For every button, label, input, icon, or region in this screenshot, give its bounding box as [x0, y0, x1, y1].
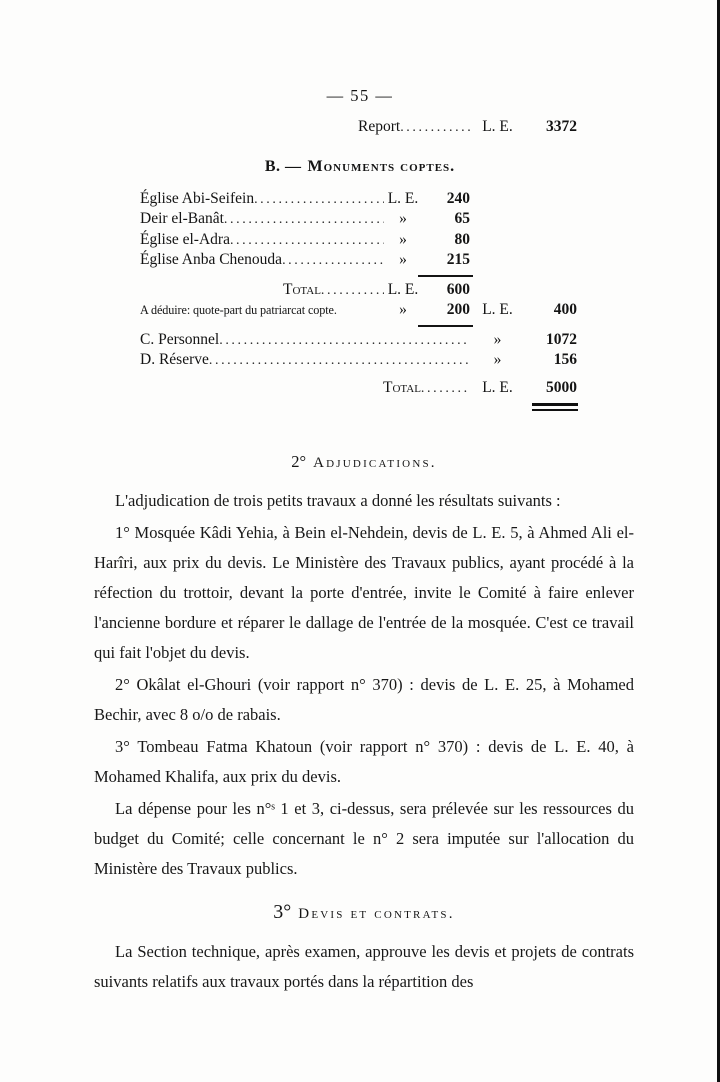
account-label-cell [140, 189, 384, 211]
ditto-mark: » [399, 251, 407, 268]
table-row [140, 209, 577, 230]
amount-value: 65 [454, 210, 470, 227]
section-title: Devis et contrats. [298, 906, 455, 922]
amount-value: 215 [446, 251, 470, 268]
amount-value: 5000 [546, 378, 577, 396]
amount-value: 200 [446, 301, 470, 318]
section-letter: B. — [264, 157, 302, 175]
amount-value: 3372 [546, 118, 577, 135]
dot-leader [321, 280, 384, 302]
table-row [140, 250, 577, 271]
account-label: Église Abi-Seifein [140, 189, 255, 207]
table-row [140, 189, 577, 210]
accounts-table [140, 189, 577, 412]
paragraph: La dépense pour les n°ˢ 1 et 3, ci-dessus, sera prélevée sur les ressources du budget du Comité; celle concernant le n° 2 sera imputée sur l'allocation du Ministère des Travaux publics. [94, 799, 634, 878]
deduction-label: A déduire: quote-part du patriarcat copte. [140, 303, 337, 317]
account-label-cell [140, 350, 470, 372]
adjudications-section [94, 447, 634, 884]
account-label: D. Réserve [140, 351, 209, 368]
account-label: Église Anba Chenouda [140, 251, 283, 268]
account-label-cell [140, 250, 384, 272]
table-row [140, 330, 577, 351]
grand-total-label: Total [383, 378, 421, 396]
report-label-cell [140, 117, 470, 139]
amount-value: 400 [553, 301, 577, 318]
currency-label: L. E. [387, 280, 419, 298]
page-number: — 55 — [326, 86, 394, 105]
table-row-grand-total [140, 378, 577, 399]
deduction-label-cell [140, 300, 384, 321]
devis-contrats-section [94, 898, 634, 997]
amount-value: 600 [446, 280, 470, 298]
ditto-mark: » [493, 330, 502, 348]
table-row-report [140, 117, 577, 138]
section-title: Adjudications. [313, 455, 437, 471]
ditto-mark: » [399, 210, 407, 227]
dot-leader [282, 250, 384, 272]
section-heading-adjudications [94, 447, 634, 474]
currency-label: L. E. [482, 301, 513, 318]
currency-label: L. E. [387, 189, 419, 207]
amount-value: 156 [553, 351, 577, 368]
paragraph: 3° Tombeau Fatma Khatoun (voir rapport n° 370) : devis de L. E. 40, à Mohamed Khalifa, aux prix du devis. [94, 737, 634, 786]
dot-leader [219, 330, 470, 352]
subtotal-label: Total [283, 280, 321, 298]
account-label: C. Personnel [140, 330, 220, 348]
ditto-mark: » [493, 351, 502, 368]
section-heading-monuments-coptes [0, 158, 720, 176]
subtotal-label-cell [140, 280, 384, 302]
paragraph: 2° Okâlat el-Ghouri (voir rapport n° 370) : devis de L. E. 25, à Mohamed Bechir, avec 8 o/o de rabais. [94, 675, 634, 724]
ditto-mark: » [399, 301, 407, 318]
section-title: Monuments coptes. [307, 157, 456, 175]
currency-label: L. E. [482, 378, 513, 396]
sum-rule [418, 325, 473, 327]
ditto-mark: » [399, 230, 407, 248]
account-label-cell [140, 230, 384, 252]
amount-value: 240 [446, 189, 470, 207]
dot-leader [421, 378, 470, 400]
dot-leader [254, 189, 384, 211]
amount-value: 80 [454, 230, 470, 248]
grand-total-label-cell [140, 378, 470, 400]
paragraph: L'adjudication de trois petits travaux a donné les résultats suivants : [115, 491, 561, 510]
table-row [140, 350, 577, 371]
account-label: Deir el-Banât [140, 210, 224, 227]
account-label-cell [140, 330, 470, 352]
sum-rule [418, 275, 473, 277]
account-label: Église el-Adra [140, 230, 230, 248]
section-number: 2° [291, 452, 307, 471]
grand-total-double-rule [532, 403, 578, 411]
paragraph: La Section technique, après examen, approuve les devis et projets de contrats suivants relatifs aux travaux portés dans la répartition des [94, 942, 634, 991]
account-label-cell [140, 209, 384, 231]
dot-leader [400, 117, 470, 139]
dot-leader [230, 230, 384, 252]
section-number: 3° [273, 901, 292, 923]
currency-label: L. E. [482, 118, 513, 135]
table-row-deduction [140, 300, 577, 321]
report-line [140, 117, 577, 138]
dot-leader [209, 350, 470, 372]
section-heading-devis-contrats [94, 898, 634, 925]
amount-value: 1072 [546, 330, 577, 348]
table-row-subtotal [140, 280, 577, 301]
report-label: Report [358, 118, 401, 135]
paragraph: 1° Mosquée Kâdi Yehia, à Bein el-Nehdein, devis de L. E. 5, à Ahmed Ali el-Harîri, aux prix du devis. Le Ministère des Travaux publics, ayant procédé à la réfection du trottoir, devant la porte d'entrée, invite le Comité à faire enlever l'ancienne bordure et réparer le dallage de l'entrée de la mosquée. C'est ce travail qui fait l'objet du devis. [94, 523, 634, 662]
dot-leader [224, 209, 384, 231]
table-row [140, 230, 577, 251]
